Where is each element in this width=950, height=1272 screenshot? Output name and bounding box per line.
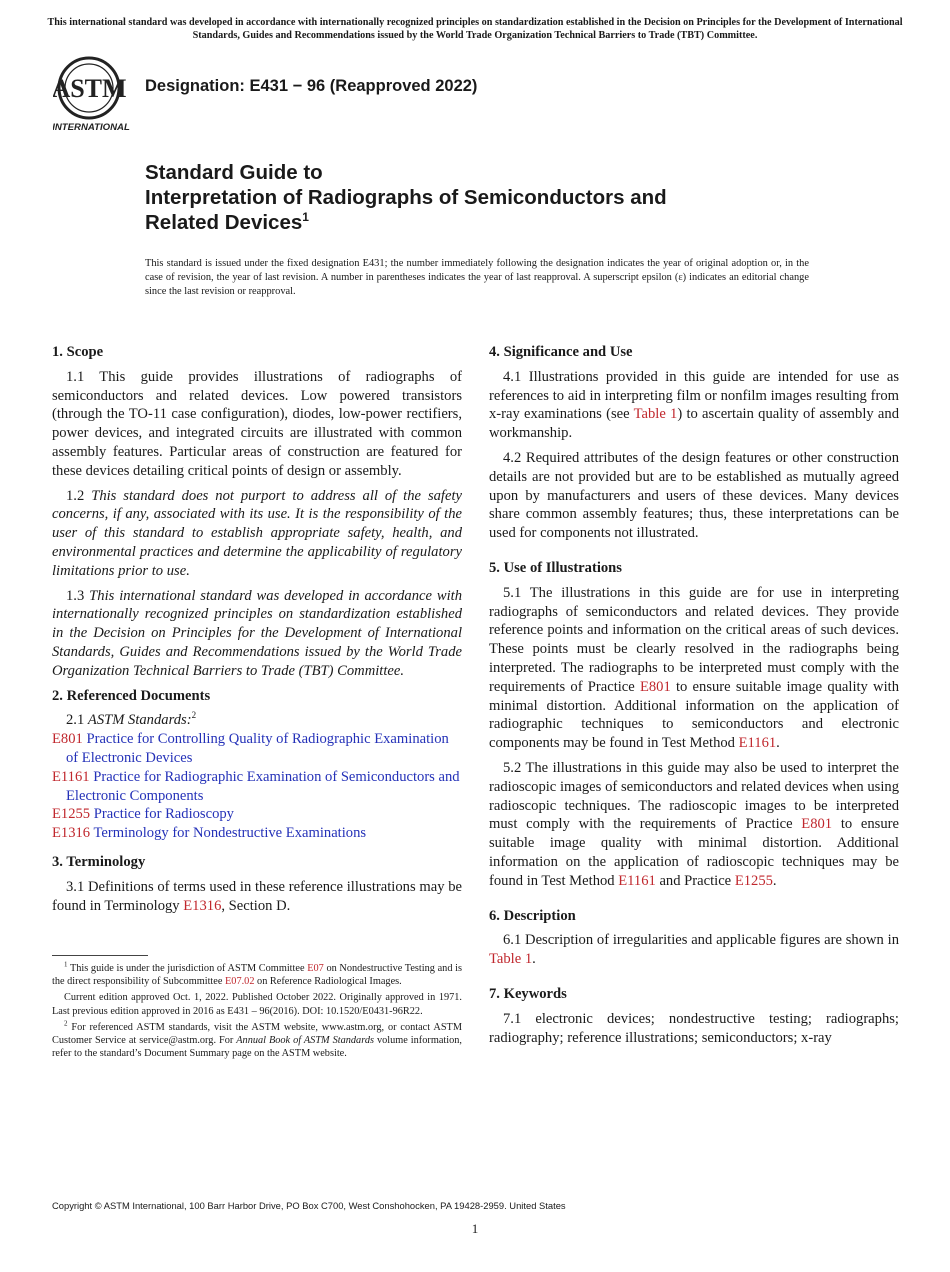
- right-column: [489, 343, 899, 1053]
- illustrations-para-1: 5.1 The illustrations in this guide are for use in interpreting radiographs of semiconductors and related devices. They provide reference points and information on the critical areas of such devices. These points must be clearly resolved in the radiographs being interpreted. The radiographs to be interpreted must comply with the requirements of Practice E801 to ensure suitable image quality with minimal distortion. Additional information on the application of radiographic techniques to semiconductors and electronic components may be found in Test Method E1161.: [489, 584, 900, 752]
- ref-doc-e801[interactable]: E801 Practice for Controlling Quality of Radiographic Examination of Electronic Devices: [52, 731, 449, 766]
- section-heading-significance: 4. Significance and Use: [489, 344, 633, 360]
- illustrations-ref-e1255[interactable]: E1255: [734, 872, 773, 889]
- designation: Designation: E431 − 96 (Reapproved 2022): [145, 77, 478, 95]
- significance-ref-table-1[interactable]: Table 1: [633, 406, 678, 423]
- edition-note: Current edition approved Oct. 1, 2022. Published October 2022. Originally approved in 1971. Last previous edition approved in 2016 as E431 – 96(2016). DOI: 10.1520/E0431-96R22.: [52, 992, 462, 1017]
- issuance-statement: This standard is issued under the fixed designation E431; the number immediately following the designation indicates the year of original adoption or, in the case of revision, the year of last revision. A number in parentheses indicates the year of last reapproval. A superscript epsilon (ε) indicates an editorial change since the last revision or reapproval.: [145, 258, 809, 297]
- significance-para-2: 4.2 Required attributes of the design features or other construction details are not provided but are to be established as mutually agreed upon by manufacturers and users of these devices. Many devices share common assembly features; thus, these interpretations can be used for components not illustrated.: [489, 449, 899, 542]
- terminology-para-1: 3.1 Definitions of terms used in these reference illustrations may be found in Terminology E1316, Section D.: [52, 878, 462, 914]
- scope-para-2: 1.2 This standard does not purport to address all of the safety concerns, if any, associated with its use. It is the responsibility of the user of this standard to establish appropriate safety, health, and environmental practices and determine the applicability of regulatory limitations prior to use.: [52, 487, 462, 579]
- illustrations-para-2: 5.2 The illustrations in this guide may also be used to interpret the radioscopic images of semiconductors and related devices when using radioscopic techniques. The radioscopic images to be interpreted must comply with the requirements of Practice E801 to ensure suitable image quality with minimal distortion. Additional information on the application of radioscopic techniques may be found in Test Method E1161 and Practice E1255.: [489, 759, 899, 889]
- section-heading-referenced: 2. Referenced Documents: [52, 687, 211, 704]
- ref-doc-e1255[interactable]: E1255 Practice for Radioscopy: [52, 806, 234, 823]
- significance-para-1: 4.1 Illustrations provided in this guide are intended for use as references to aid in interpreting film or nonfilm images resulting from x-ray examinations (see Table 1) to ascertain quality of assembly and workmanship.: [489, 368, 899, 442]
- illustrations-ref-e1161-2[interactable]: E1161: [618, 872, 656, 889]
- section-heading-keywords: 7. Keywords: [489, 985, 567, 1002]
- illustrations-ref-e801-2[interactable]: E801: [801, 816, 833, 833]
- footnote-1: $^1$ This guide is under the jurisdiction of ASTM Committee E07 on Nondestructive Testing and is the direct responsibility of Subcommittee E07.02 on Reference Radiological Images.: [52, 960, 462, 988]
- footnote-link-e07[interactable]: E07: [307, 963, 324, 974]
- section-heading-illustrations: 5. Use of Illustrations: [489, 559, 622, 576]
- left-column: [52, 343, 462, 921]
- scope-para-1: 1.1 This guide provides illustrations of radiographs of semiconductors and related devices. Low powered transistors (through the TO-11 case configuration), diodes, low-power rectifiers, power devices, and integrated circuits are illustrated with common assembly features. Particular areas of construction are featured for these devices detailing critical points of design or assembly.: [52, 368, 462, 479]
- ref-link-e1161[interactable]: E1161: [52, 768, 90, 785]
- copyright: Copyright © ASTM International, 100 Barr Harbor Drive, PO Box C700, West Conshohocken, PA 19428-2959. United States: [52, 1200, 566, 1211]
- illustrations-ref-e1161[interactable]: E1161: [738, 735, 777, 752]
- astm-standards-subheading: 2.1 ASTM Standards:$^2$: [66, 710, 197, 729]
- footnote-2: $^2$ For referenced ASTM standards, visit the ASTM website, www.astm.org, or contact ASTM Customer Service at service@astm.org. For Annual Book of ASTM Standards volume information, refer to the standard’s Document Summary page on the ASTM website.: [52, 1019, 462, 1060]
- section-heading-scope: 1. Scope: [52, 344, 104, 360]
- footnote-divider: [52, 955, 148, 956]
- keywords-para-1: 7.1 electronic devices; nondestructive testing; radiographs; radiography; reference illustrations; semiconductors; x-ray: [489, 1010, 899, 1046]
- page-title: [145, 160, 865, 235]
- footnote-link-e07-02[interactable]: E07.02: [225, 976, 255, 988]
- title-line-3: Related Devices: [145, 211, 303, 234]
- title-footnote-mark: 1: [302, 210, 309, 225]
- section-heading-terminology: 3. Terminology: [52, 853, 146, 870]
- title-line-1: Standard Guide to: [145, 161, 323, 184]
- ref-link-e801[interactable]: E801: [52, 731, 83, 748]
- illustrations-ref-e801[interactable]: E801: [639, 678, 671, 695]
- astm-logo-icon: [53, 55, 135, 133]
- ref-doc-e1161[interactable]: E1161 Practice for Radiographic Examination of Semiconductors and Electronic Components: [52, 768, 460, 804]
- ref-link-e1255[interactable]: E1255: [52, 806, 91, 823]
- ref-doc-e1316[interactable]: E1316 Terminology for Nondestructive Examinations: [52, 825, 367, 842]
- title-line-2: Interpretation of Radiographs of Semiconductors and: [145, 186, 667, 209]
- logo-subtext: INTERNATIONAL: [53, 122, 130, 133]
- description-para-1: 6.1 Description of irregularities and applicable figures are shown in Table 1.: [489, 932, 899, 968]
- ref-link-e1316[interactable]: E1316: [52, 825, 91, 842]
- scope-para-3: 1.3 This international standard was developed in accordance with internationally recognized principles on standardization established in the Decision on Principles for the Development of International Standards, Guides and Recommendations issued by the World Trade Organization Technical Barriers to Trade (TBT) Committee.: [52, 587, 463, 679]
- footnotes: [52, 962, 462, 1063]
- page-number: 1: [471, 1221, 479, 1236]
- terminology-ref-e1316[interactable]: E1316: [183, 897, 222, 914]
- top-notice: This international standard was developed in accordance with internationally recognized principles on standardization established in the Decision on Principles for the Development of International Standards, Guides and Recommendations issued by the World Trade Organization Technical Barriers to Trade (TBT) Committee.: [47, 17, 903, 41]
- logo-text: ASTM: [53, 74, 127, 103]
- section-heading-description: 6. Description: [489, 907, 576, 924]
- description-ref-table-1[interactable]: Table 1: [489, 951, 533, 968]
